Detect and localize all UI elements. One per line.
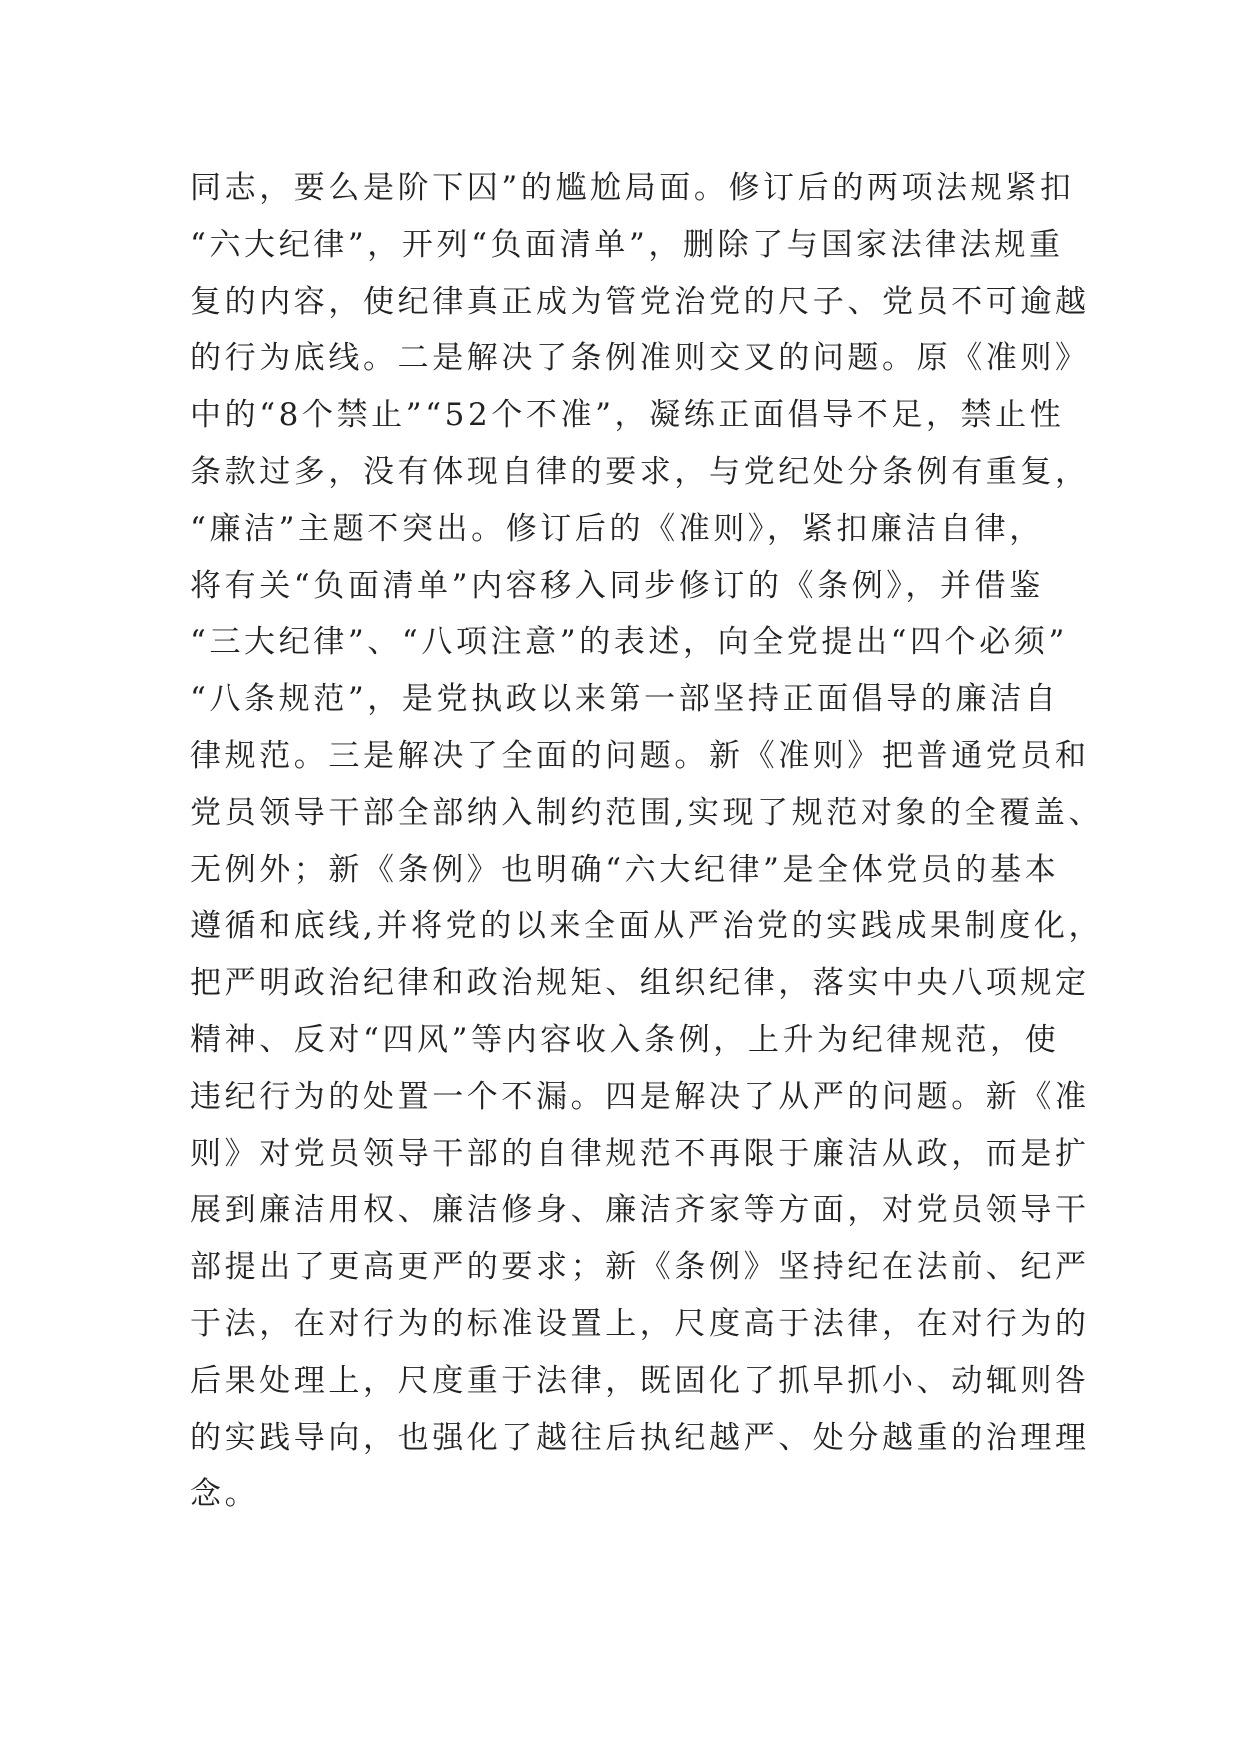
text-line: 律规范。三是解决了全面的问题。新《准则》把普通党员和 <box>190 737 1090 774</box>
text-line: 展到廉洁用权、廉洁修身、廉洁齐家等方面，对党员领导干 <box>190 1192 1090 1229</box>
text-line: 遵循和底线,并将党的以来全面从严治党的实践成果制度化， <box>190 908 1104 945</box>
text-line: 则》对党员领导干部的自律规范不再限于廉洁从政，而是扩 <box>190 1135 1090 1172</box>
text-line: “三大纪律”、“八项注意”的表述，向全党提出“四个必须” <box>190 624 1068 661</box>
text-line: 于法，在对行为的标准设置上，尺度高于法律，在对行为的 <box>190 1305 1090 1342</box>
text-line: “六大纪律”，开列“负面清单”，删除了与国家法律法规重 <box>190 226 1064 263</box>
text-line: 同志，要么是阶下囚”的尴尬局面。修订后的两项法规紧扣 <box>190 170 1075 206</box>
text-line: 将有关“负面清单”内容移入同步修订的《条例》，并借鉴 <box>190 567 1044 604</box>
text-line: “八条规范”，是党执政以来第一部坚持正面倡导的廉洁自 <box>190 681 1060 718</box>
text-line: 违纪行为的处置一个不漏。四是解决了从严的问题。新《准 <box>190 1078 1090 1115</box>
text-line: 无例外；新《条例》也明确“六大纪律”是全体党员的基本 <box>190 851 1060 888</box>
text-line: 中的“8个禁止”“52个不准”，凝练正面倡导不足，禁止性 <box>190 397 1065 434</box>
text-line: 精神、反对“四风”等内容收入条例，上升为纪律规范，使 <box>190 1021 1060 1058</box>
text-line: 条款过多，没有体现自律的要求，与党纪处分条例有重复， <box>190 453 1090 490</box>
text-line: 复的内容，使纪律真正成为管党治党的尺子、党员不可逾越 <box>190 283 1090 320</box>
text-line: 把严明政治纪律和政治规矩、组织纪律，落实中央八项规定 <box>190 965 1090 1002</box>
text-line: 党员领导干部全部纳入制约范围,实现了规范对象的全覆盖、 <box>190 794 1104 831</box>
body-paragraph <box>190 160 1104 1523</box>
text-line: 念。 <box>190 1476 260 1513</box>
text-line: 后果处理上，尺度重于法律，既固化了抓早抓小、动辄则咎 <box>190 1362 1090 1399</box>
text-line: “廉洁”主题不突出。修订后的《准则》，紧扣廉洁自律， <box>190 510 1044 547</box>
text-line: 部提出了更高更严的要求；新《条例》坚持纪在法前、纪严 <box>190 1249 1090 1286</box>
text-line: 的实践导向，也强化了越往后执纪越严、处分越重的治理理 <box>190 1419 1090 1456</box>
text-line: 的行为底线。二是解决了条例准则交叉的问题。原《准则》 <box>190 340 1090 377</box>
